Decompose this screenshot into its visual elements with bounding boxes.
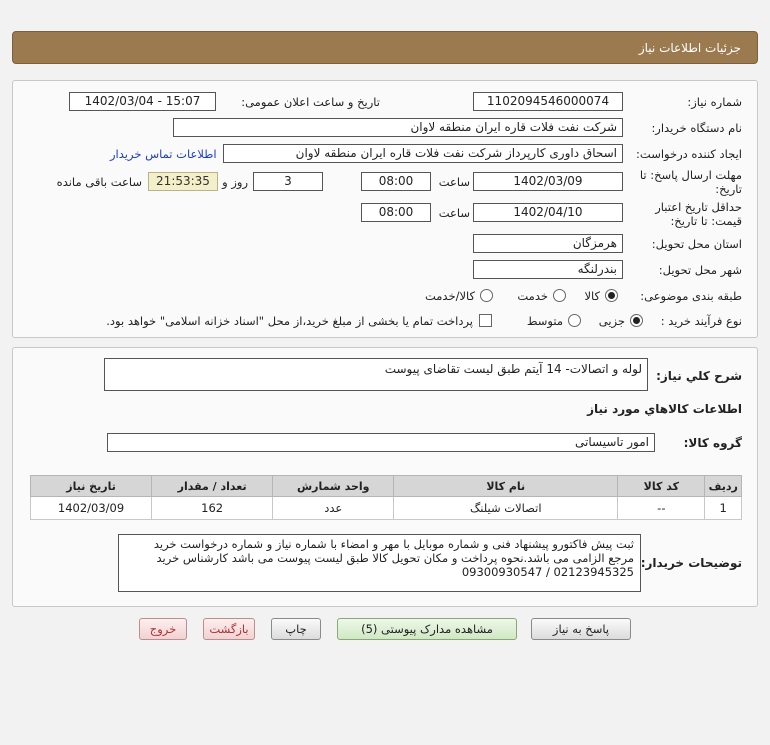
category-option-service: خدمت xyxy=(517,289,548,303)
reply-deadline-time-label: ساعت xyxy=(438,175,470,189)
goods-section-title: اطلاعات کالاهاي مورد نياز xyxy=(587,402,742,416)
cell-row: 1 xyxy=(705,497,742,520)
process-label: نوع فرآیند خرید : xyxy=(660,314,742,328)
goods-group-label: گروه کالا: xyxy=(683,436,742,450)
view-attachments-button[interactable]: مشاهده مدارک پیوستی (5) xyxy=(337,618,517,640)
remaining-time-label: ساعت باقی مانده xyxy=(56,175,142,189)
cell-date: 1402/03/09 xyxy=(31,497,152,520)
col-qty: تعداد / مقدار xyxy=(152,476,273,497)
announce-datetime-field: 1402/03/04 - 15:07 xyxy=(69,92,216,111)
need-number-field: 1102094546000074 xyxy=(473,92,623,111)
reply-deadline-date-field: 1402/03/09 xyxy=(473,172,623,191)
requester-label: ایجاد کننده درخواست: xyxy=(636,147,742,161)
cell-name: اتصالات شیلنگ xyxy=(394,497,618,520)
category-radio-goods-service[interactable] xyxy=(480,289,493,302)
category-option-goods-service: کالا/خدمت xyxy=(424,289,475,303)
cell-qty: 162 xyxy=(152,497,273,520)
buyer-org-label: نام دستگاه خریدار: xyxy=(651,121,742,135)
col-date: تاریخ نیاز xyxy=(31,476,152,497)
back-button[interactable]: بازگشت xyxy=(203,618,255,640)
reply-days-label: روز و xyxy=(222,175,248,189)
col-name: نام کالا xyxy=(394,476,618,497)
category-radio-goods[interactable] xyxy=(605,289,618,302)
buyer-notes-label: توضیحات خریدار: xyxy=(640,556,742,570)
remaining-time-field: 21:53:35 xyxy=(148,172,218,191)
cell-code: -- xyxy=(618,497,705,520)
process-radio-medium[interactable] xyxy=(568,314,581,327)
col-code: کد کالا xyxy=(618,476,705,497)
buyer-contact-link[interactable]: اطلاعات تماس خریدار xyxy=(110,147,217,161)
col-row: ردیف xyxy=(705,476,742,497)
goods-table-header xyxy=(31,476,742,497)
treasury-payment-note: پرداخت تمام یا بخشی از مبلغ خرید،از محل "اسناد خزانه اسلامی" خواهد بود. xyxy=(106,314,473,328)
delivery-province-label: استان محل تحویل: xyxy=(651,237,742,251)
process-radio-minor[interactable] xyxy=(630,314,643,327)
category-radio-service[interactable] xyxy=(553,289,566,302)
category-option-goods: کالا xyxy=(584,289,600,303)
exit-button[interactable]: خروج xyxy=(139,618,187,640)
print-button[interactable]: چاپ xyxy=(271,618,321,640)
reply-deadline-label-2: تاریخ: xyxy=(715,182,742,196)
delivery-province-field: هرمزگان xyxy=(473,234,623,253)
buyer-notes-field: ثبت پیش فاکتورو پیشنهاد فنی و شماره موبایل با مهر و امضاء با شماره نیاز و شماره درخواست خرید مرجع الزامی می باشد.نحوه پرداخت و مکان تحویل کالا طبق لیست پیوست می باشد کارشناس خرید 02123945325 / 09300930547 xyxy=(118,534,641,592)
announce-datetime-label: تاریخ و ساعت اعلان عمومی: xyxy=(241,95,380,109)
table-row xyxy=(31,497,742,520)
price-validity-time-label: ساعت xyxy=(438,206,470,220)
goods-group-field: امور تاسیساتی xyxy=(107,433,655,452)
cell-unit: عدد xyxy=(273,497,394,520)
treasury-payment-checkbox[interactable] xyxy=(479,314,492,327)
delivery-city-field: بندرلنگه xyxy=(473,260,623,279)
category-label: طبقه بندی موضوعی: xyxy=(640,289,742,303)
reply-deadline-label-1: مهلت ارسال پاسخ: تا xyxy=(639,168,742,182)
summary-field: لوله و اتصالات- 14 آیتم طبق لیست تقاضای پیوست xyxy=(104,358,648,391)
page-title: جزئیات اطلاعات نیاز xyxy=(12,31,758,64)
need-number-label: شماره نیاز: xyxy=(687,95,742,109)
process-option-minor: جزیی xyxy=(598,314,625,328)
reply-deadline-time-field: 08:00 xyxy=(361,172,431,191)
delivery-city-label: شهر محل تحویل: xyxy=(658,263,742,277)
reply-button[interactable]: پاسخ به نیاز xyxy=(531,618,631,640)
requester-field: اسحاق داوری کارپرداز شرکت نفت فلات قاره ایران منطقه لاوان xyxy=(223,144,623,163)
reply-days-field: 3 xyxy=(253,172,323,191)
price-validity-date-field: 1402/04/10 xyxy=(473,203,623,222)
goods-table xyxy=(30,475,742,520)
summary-label: شرح کلي نياز: xyxy=(656,369,742,383)
buyer-org-field: شرکت نفت فلات قاره ایران منطقه لاوان xyxy=(173,118,623,137)
price-validity-label-1: حداقل تاریخ اعتبار xyxy=(655,200,742,214)
price-validity-label-2: قیمت: تا تاریخ: xyxy=(670,214,742,228)
process-option-medium: متوسط xyxy=(526,314,563,328)
price-validity-time-field: 08:00 xyxy=(361,203,431,222)
col-unit: واحد شمارش xyxy=(273,476,394,497)
